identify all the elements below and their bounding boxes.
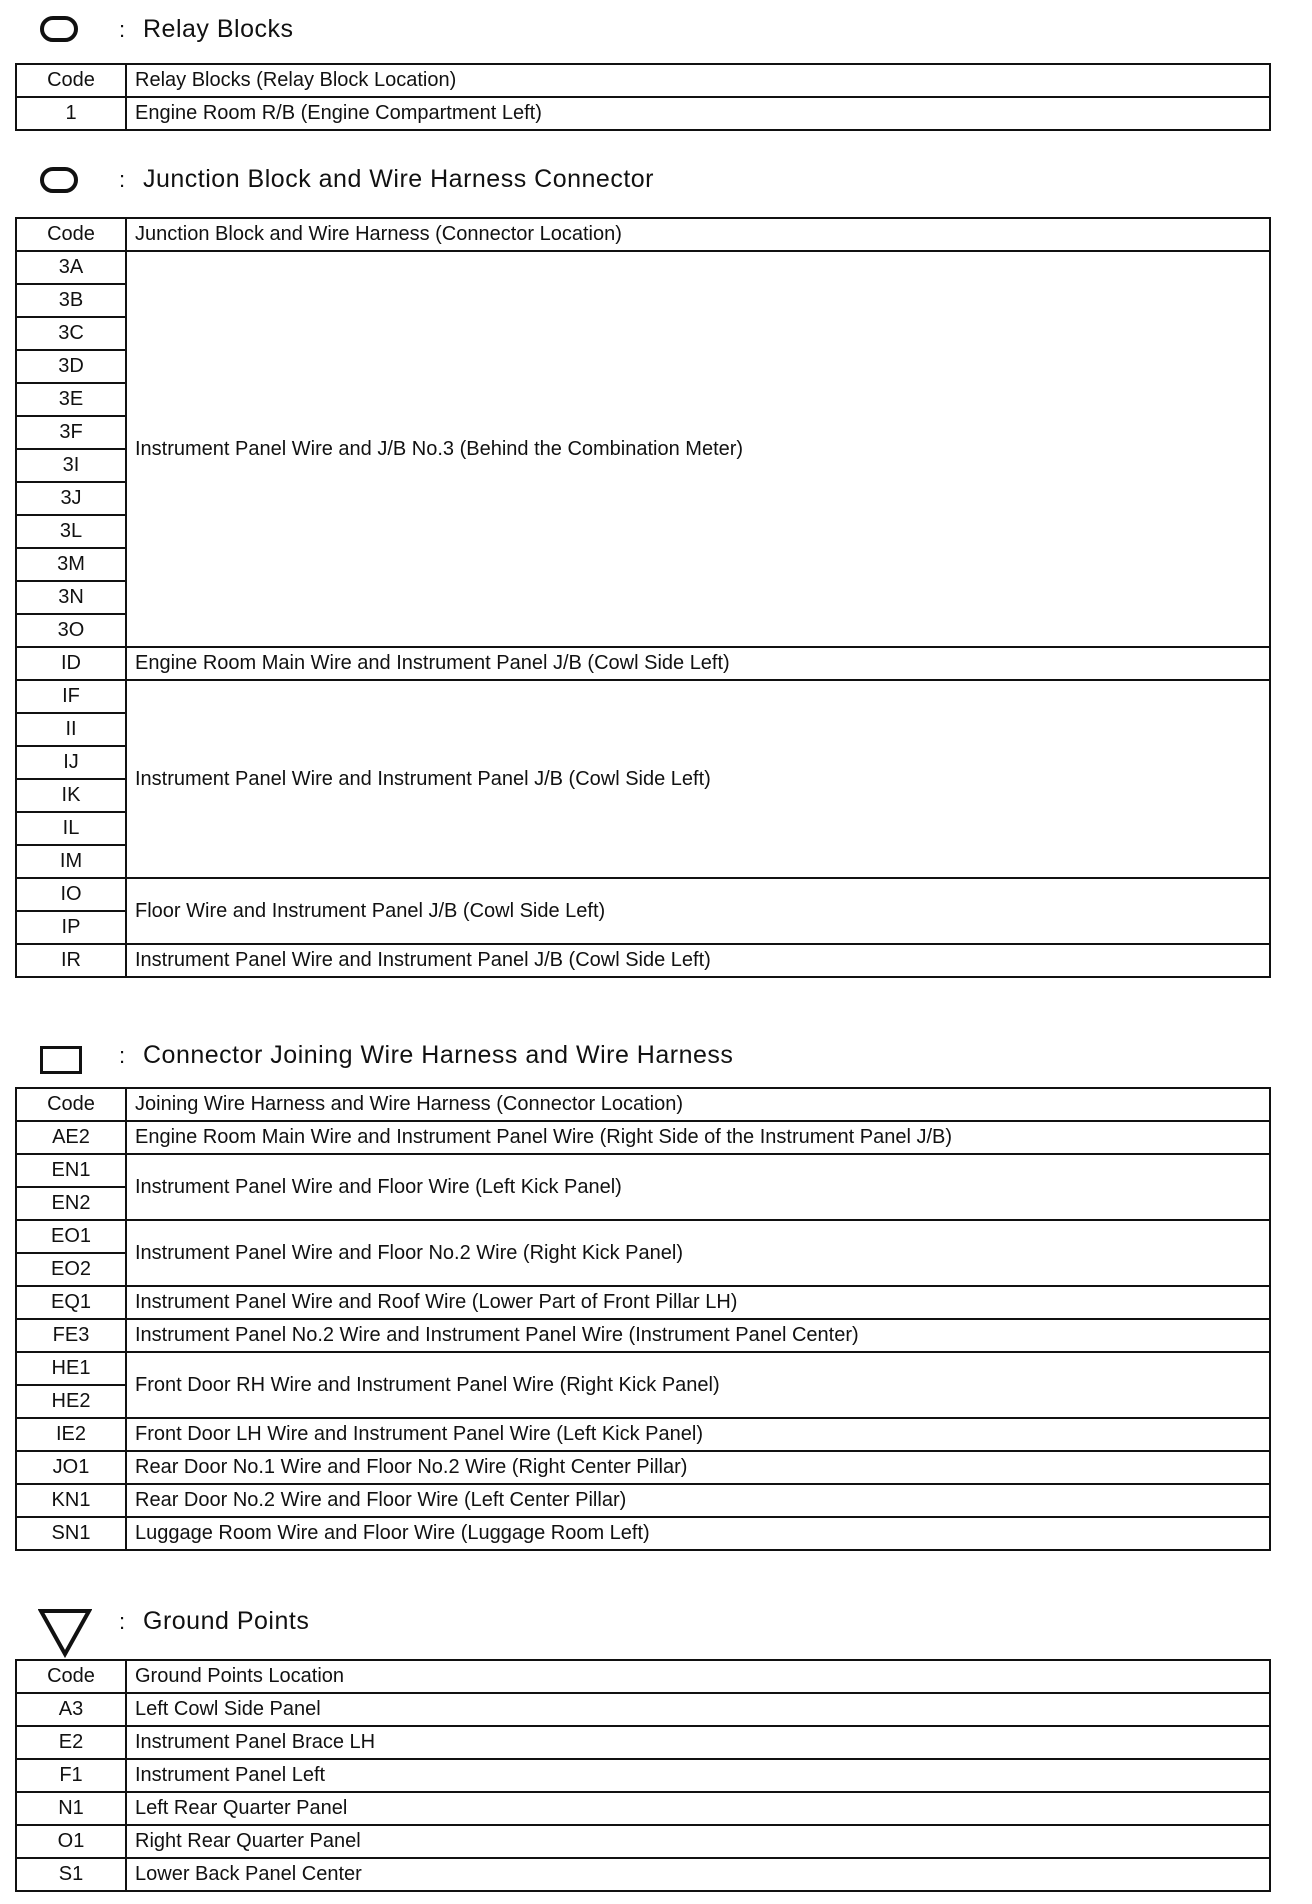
code-cell: 3I bbox=[16, 449, 126, 482]
code-cell: 3M bbox=[16, 548, 126, 581]
code-cell: 3O bbox=[16, 614, 126, 647]
code-cell: EO2 bbox=[16, 1253, 126, 1286]
table-row bbox=[16, 251, 1270, 284]
description-cell: Instrument Panel Wire and Instrument Panel J/B (Cowl Side Left) bbox=[126, 680, 1270, 878]
description-cell: Floor Wire and Instrument Panel J/B (Cowl Side Left) bbox=[126, 878, 1270, 944]
code-cell: IM bbox=[16, 845, 126, 878]
code-header: Code bbox=[16, 1088, 126, 1121]
code-cell: EN1 bbox=[16, 1154, 126, 1187]
table-header-row bbox=[16, 218, 1270, 251]
code-cell: IL bbox=[16, 812, 126, 845]
table-row bbox=[16, 944, 1270, 977]
code-cell: FE3 bbox=[16, 1319, 126, 1352]
table-row bbox=[16, 1220, 1270, 1253]
description-cell: Front Door RH Wire and Instrument Panel Wire (Right Kick Panel) bbox=[126, 1352, 1270, 1418]
description-header: Relay Blocks (Relay Block Location) bbox=[126, 64, 1270, 97]
junction-block-symbol-icon bbox=[40, 167, 78, 193]
relay-blocks-title: Relay Blocks bbox=[143, 15, 294, 43]
table-row bbox=[16, 1517, 1270, 1550]
code-cell: HE1 bbox=[16, 1352, 126, 1385]
code-cell: IE2 bbox=[16, 1418, 126, 1451]
junction-block-header bbox=[0, 160, 1312, 200]
separator: : bbox=[119, 1609, 126, 1634]
code-cell: O1 bbox=[16, 1825, 126, 1858]
table-row bbox=[16, 1418, 1270, 1451]
code-cell: IF bbox=[16, 680, 126, 713]
separator: : bbox=[119, 17, 126, 42]
table-row bbox=[16, 1154, 1270, 1187]
code-cell: IJ bbox=[16, 746, 126, 779]
code-cell: II bbox=[16, 713, 126, 746]
description-cell: Instrument Panel Wire and Instrument Panel J/B (Cowl Side Left) bbox=[126, 944, 1270, 977]
code-cell: A3 bbox=[16, 1693, 126, 1726]
relay-blocks-table bbox=[15, 63, 1271, 131]
junction-block-title: Junction Block and Wire Harness Connector bbox=[143, 165, 655, 193]
code-cell: KN1 bbox=[16, 1484, 126, 1517]
code-cell: 3E bbox=[16, 383, 126, 416]
description-cell: Engine Room Main Wire and Instrument Panel J/B (Cowl Side Left) bbox=[126, 647, 1270, 680]
table-row bbox=[16, 97, 1270, 130]
table-row bbox=[16, 647, 1270, 680]
description-cell: Instrument Panel Wire and Floor Wire (Left Kick Panel) bbox=[126, 1154, 1270, 1220]
code-cell: 3N bbox=[16, 581, 126, 614]
table-row bbox=[16, 1759, 1270, 1792]
table-row bbox=[16, 1121, 1270, 1154]
description-cell: Instrument Panel No.2 Wire and Instrument Panel Wire (Instrument Panel Center) bbox=[126, 1319, 1270, 1352]
code-cell: 1 bbox=[16, 97, 126, 130]
ground-triangle-icon bbox=[38, 1608, 92, 1658]
description-cell: Luggage Room Wire and Floor Wire (Luggage Room Left) bbox=[126, 1517, 1270, 1550]
ground-points-title: Ground Points bbox=[143, 1607, 310, 1635]
table-header-row bbox=[16, 64, 1270, 97]
description-header: Junction Block and Wire Harness (Connector Location) bbox=[126, 218, 1270, 251]
table-row bbox=[16, 1792, 1270, 1825]
connector-title: Connector Joining Wire Harness and Wire Harness bbox=[143, 1041, 734, 1069]
code-header: Code bbox=[16, 1660, 126, 1693]
code-cell: N1 bbox=[16, 1792, 126, 1825]
table-row bbox=[16, 1484, 1270, 1517]
connector-header bbox=[0, 1036, 1312, 1076]
code-cell: F1 bbox=[16, 1759, 126, 1792]
table-header-row bbox=[16, 1660, 1270, 1693]
code-cell: 3B bbox=[16, 284, 126, 317]
description-cell: Rear Door No.1 Wire and Floor No.2 Wire (Right Center Pillar) bbox=[126, 1451, 1270, 1484]
code-cell: 3A bbox=[16, 251, 126, 284]
code-cell: ID bbox=[16, 647, 126, 680]
code-cell: EO1 bbox=[16, 1220, 126, 1253]
code-cell: JO1 bbox=[16, 1451, 126, 1484]
code-cell: IK bbox=[16, 779, 126, 812]
table-row bbox=[16, 1319, 1270, 1352]
code-cell: IP bbox=[16, 911, 126, 944]
code-cell: IO bbox=[16, 878, 126, 911]
code-cell: 3F bbox=[16, 416, 126, 449]
description-cell: Right Rear Quarter Panel bbox=[126, 1825, 1270, 1858]
description-cell: Engine Room R/B (Engine Compartment Left) bbox=[126, 97, 1270, 130]
table-row bbox=[16, 680, 1270, 713]
table-row bbox=[16, 1825, 1270, 1858]
ground-points-header bbox=[0, 1602, 1312, 1642]
code-cell: 3D bbox=[16, 350, 126, 383]
table-header-row bbox=[16, 1088, 1270, 1121]
description-header: Joining Wire Harness and Wire Harness (Connector Location) bbox=[126, 1088, 1270, 1121]
table-row bbox=[16, 1858, 1270, 1891]
code-header: Code bbox=[16, 64, 126, 97]
connector-symbol-icon bbox=[40, 1046, 82, 1074]
description-cell: Instrument Panel Left bbox=[126, 1759, 1270, 1792]
description-cell: Front Door LH Wire and Instrument Panel Wire (Left Kick Panel) bbox=[126, 1418, 1270, 1451]
separator: : bbox=[119, 167, 126, 192]
code-cell: 3C bbox=[16, 317, 126, 350]
description-cell: Rear Door No.2 Wire and Floor Wire (Left Center Pillar) bbox=[126, 1484, 1270, 1517]
description-cell: Instrument Panel Wire and Floor No.2 Wire (Right Kick Panel) bbox=[126, 1220, 1270, 1286]
code-cell: SN1 bbox=[16, 1517, 126, 1550]
table-row bbox=[16, 1693, 1270, 1726]
connector-table bbox=[15, 1087, 1271, 1551]
description-cell: Instrument Panel Wire and Roof Wire (Lower Part of Front Pillar LH) bbox=[126, 1286, 1270, 1319]
description-cell: Engine Room Main Wire and Instrument Panel Wire (Right Side of the Instrument Panel J/B) bbox=[126, 1121, 1270, 1154]
separator: : bbox=[119, 1043, 126, 1068]
ground-points-table bbox=[15, 1659, 1271, 1892]
table-row bbox=[16, 1726, 1270, 1759]
code-cell: AE2 bbox=[16, 1121, 126, 1154]
code-cell: IR bbox=[16, 944, 126, 977]
code-cell: EN2 bbox=[16, 1187, 126, 1220]
code-cell: 3L bbox=[16, 515, 126, 548]
description-cell: Instrument Panel Brace LH bbox=[126, 1726, 1270, 1759]
description-cell: Left Rear Quarter Panel bbox=[126, 1792, 1270, 1825]
code-cell: E2 bbox=[16, 1726, 126, 1759]
code-cell: HE2 bbox=[16, 1385, 126, 1418]
table-row bbox=[16, 878, 1270, 911]
code-cell: EQ1 bbox=[16, 1286, 126, 1319]
description-cell: Lower Back Panel Center bbox=[126, 1858, 1270, 1891]
description-cell: Instrument Panel Wire and J/B No.3 (Behind the Combination Meter) bbox=[126, 251, 1270, 647]
table-row bbox=[16, 1286, 1270, 1319]
relay-block-symbol-icon bbox=[40, 16, 78, 42]
relay-blocks-header bbox=[0, 10, 1312, 50]
code-header: Code bbox=[16, 218, 126, 251]
table-row bbox=[16, 1352, 1270, 1385]
junction-block-table bbox=[15, 217, 1271, 978]
description-cell: Left Cowl Side Panel bbox=[126, 1693, 1270, 1726]
table-row bbox=[16, 1451, 1270, 1484]
code-cell: 3J bbox=[16, 482, 126, 515]
code-cell: S1 bbox=[16, 1858, 126, 1891]
description-header: Ground Points Location bbox=[126, 1660, 1270, 1693]
